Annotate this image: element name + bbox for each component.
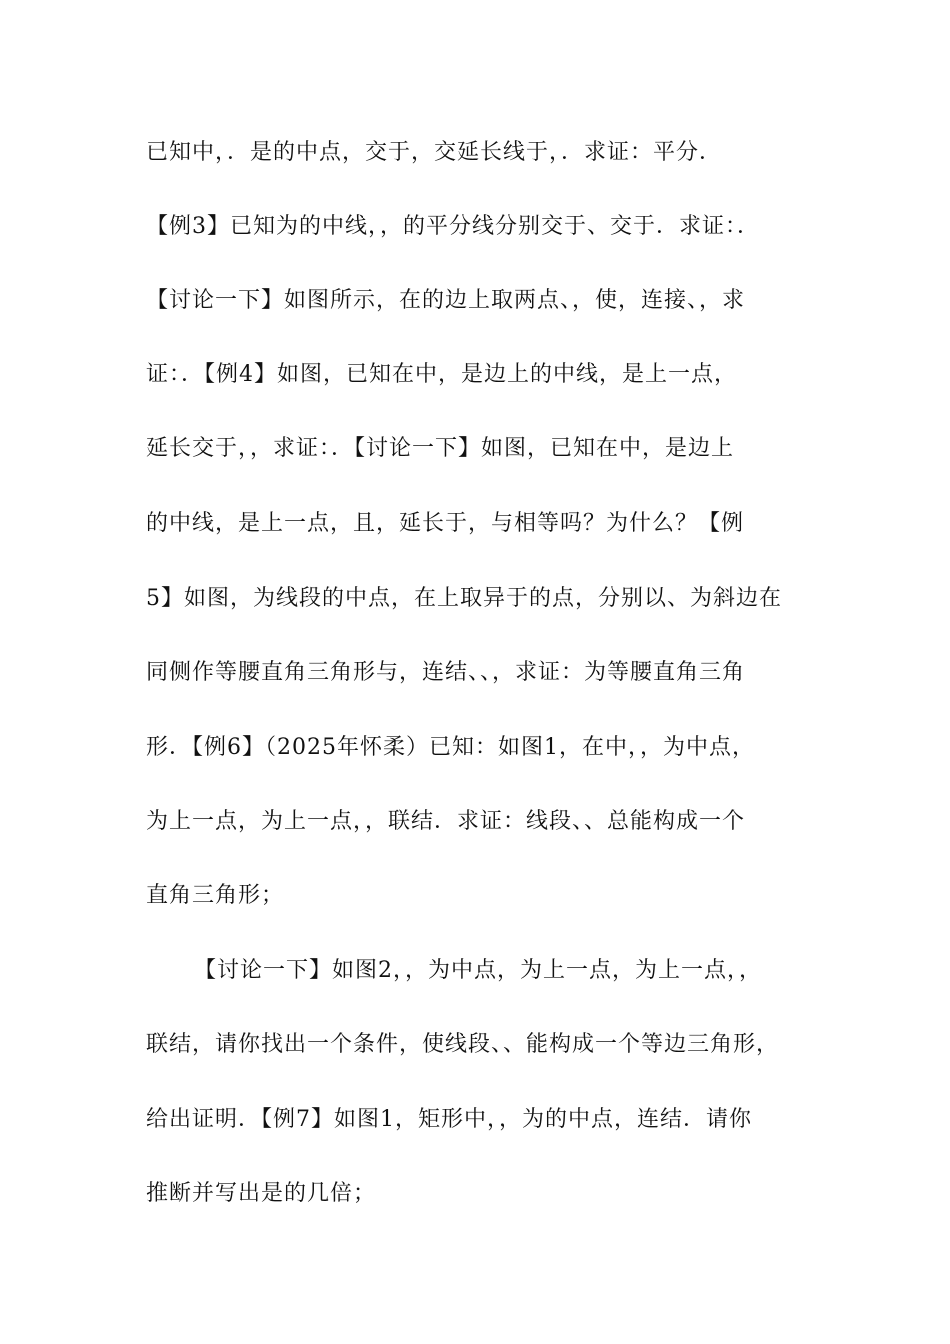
text-line-6: 的中线，是上一点，且，延长于，与相等吗？为什么？【例	[146, 511, 745, 536]
text-line-3: 【讨论一下】如图所示，在的边上取两点、，使，连接、，求	[146, 288, 746, 313]
text-line-5: 延长交于，，求证：．【讨论一下】如图，已知在中，是边上	[146, 436, 735, 461]
text-line-15: 推断并写出是的几倍；	[146, 1181, 377, 1206]
text-line-7: 5】如图，为线段的中点，在上取异于的点，分别以、为斜边在	[146, 586, 782, 611]
text-line-14: 给出证明．【例7】如图1，矩形中，，为的中点，连结．请你	[146, 1107, 752, 1132]
text-line-2: 【例3】已知为的中线，，的平分线分别交于、交于．求证：．	[146, 214, 760, 239]
text-line-9: 形．【例6】（2025年怀柔）已知：如图1，在中，，为中点，	[146, 735, 755, 760]
text-line-8: 同侧作等腰直角三角形与，连结、、，求证：为等腰直角三角	[146, 660, 746, 685]
text-line-4: 证：．【例4】如图，已知在中，是边上的中线，是上一点，	[146, 362, 737, 387]
text-line-10: 为上一点，为上一点，，联结．求证：线段、、总能构成一个	[146, 809, 746, 834]
text-line-12: 【讨论一下】如图2，，为中点，为上一点，为上一点，，	[194, 958, 762, 983]
text-line-1: 已知中，．是的中点，交于，交延长线于，．求证：平分．	[146, 140, 723, 165]
text-line-13: 联结，请你找出一个条件，使线段、、能构成一个等边三角形，	[146, 1032, 780, 1057]
text-line-11: 直角三角形；	[146, 883, 285, 908]
